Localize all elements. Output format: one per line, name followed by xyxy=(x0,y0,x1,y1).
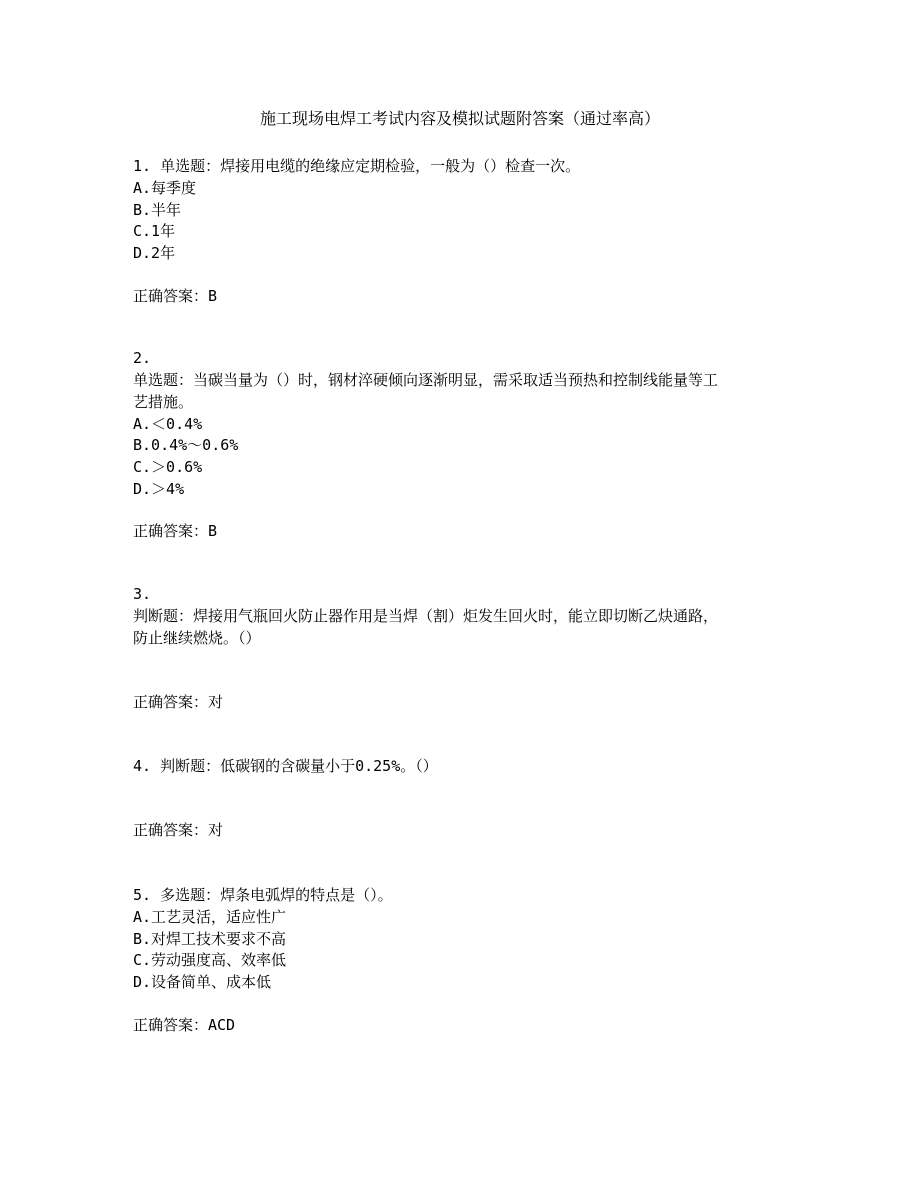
question-5-option-a: A.工艺灵活，适应性广 xyxy=(133,908,287,926)
question-5-answer: 正确答案：ACD xyxy=(133,1016,236,1034)
question-2-option-c: C.＞0.6% xyxy=(133,458,203,476)
question-4-header: 4. 判断题：低碳钢的含碳量小于0.25%。（） xyxy=(133,757,438,775)
question-5-option-b: B.对焊工技术要求不高 xyxy=(133,930,287,948)
question-4-answer: 正确答案：对 xyxy=(133,821,224,839)
question-1-header: 1. 单选题：焊接用电缆的绝缘应定期检验，一般为（）检查一次。 xyxy=(133,157,581,175)
question-5-option-d: D.设备简单、成本低 xyxy=(133,973,272,991)
question-2-number: 2. xyxy=(133,349,152,367)
question-5-option-c: C.劳动强度高、效率低 xyxy=(133,951,287,969)
question-1-answer: 正确答案：B xyxy=(133,287,218,305)
question-2-option-a: A.＜0.4% xyxy=(133,415,203,433)
question-3-stem-line-1: 判断题：焊接用气瓶回火防止器作用是当焊（割）炬发生回火时，能立即切断乙炔通路， xyxy=(133,607,719,625)
question-1-option-b: B.半年 xyxy=(133,201,182,219)
question-3-answer: 正确答案：对 xyxy=(133,693,224,711)
question-2-answer: 正确答案：B xyxy=(133,522,218,540)
question-1-option-c: C.1年 xyxy=(133,222,176,240)
question-2-stem-line-1: 单选题：当碳当量为（）时，钢材淬硬倾向逐渐明显，需采取适当预热和控制线能量等工 xyxy=(133,371,719,389)
question-2-option-b: B.0.4%～0.6% xyxy=(133,436,239,454)
question-3-stem-line-2: 防止继续燃烧。（） xyxy=(133,629,261,647)
question-2-stem-line-2: 艺措施。 xyxy=(133,393,194,411)
question-5-header: 5. 多选题：焊条电弧焊的特点是（）。 xyxy=(133,886,393,904)
question-1-option-d: D.2年 xyxy=(133,244,176,262)
question-2-option-d: D.＞4% xyxy=(133,480,185,498)
question-1-option-a: A.每季度 xyxy=(133,179,197,197)
question-3-number: 3. xyxy=(133,585,152,603)
page-title: 施工现场电焊工考试内容及模拟试题附答案（通过率高） xyxy=(259,109,660,128)
